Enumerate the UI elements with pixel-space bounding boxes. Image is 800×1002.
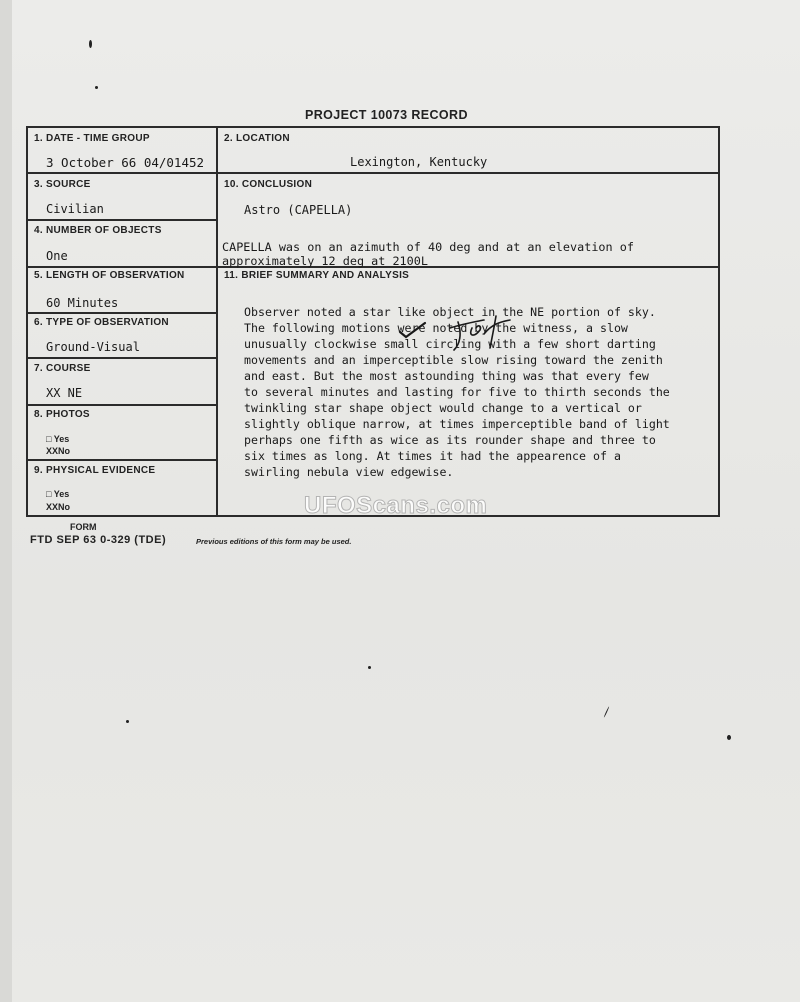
summary-line: and east. But the most astounding thing was that every few [244, 369, 649, 383]
footer-form-label: FORM [70, 522, 97, 532]
row-divider [28, 172, 718, 174]
length-of-observation-label: 5. LENGTH OF OBSERVATION [34, 270, 185, 281]
course-label: 7. COURSE [34, 363, 91, 374]
scan-speck [604, 706, 610, 717]
summary-line: Observer noted a star like object in the NE portion of sky. [244, 305, 656, 319]
row-divider [28, 404, 216, 406]
photos-no-checkbox: XXNo [46, 446, 71, 456]
summary-line: to several minutes and lasting for five to thirth seconds the [244, 385, 670, 399]
source-value: Civilian [46, 202, 104, 216]
physical-evidence-no-checkbox: XXNo [46, 502, 71, 512]
summary-line: The following motions were noted by the witness, a slow [244, 321, 628, 335]
number-of-objects-label: 4. NUMBER OF OBJECTS [34, 225, 162, 236]
summary-line: perhaps one fifth as wice as its rounder shape and three to [244, 433, 656, 447]
type-of-observation-value: Ground-Visual [46, 340, 140, 354]
conclusion-detail-line: CAPELLA was on an azimuth of 40 deg and at an elevation of [222, 240, 634, 254]
scan-speck [727, 735, 731, 740]
course-value: XX NE [46, 386, 83, 400]
location-value: Lexington, Kentucky [350, 155, 488, 169]
number-of-objects-value: One [46, 249, 68, 263]
summary-line: unusually clockwise small circling with a few short darting [244, 337, 656, 351]
date-time-group-label: 1. DATE - TIME GROUP [34, 133, 150, 144]
row-divider [28, 459, 216, 461]
summary-line: swirling nebula view edgewise. [244, 465, 454, 479]
summary-line: movements and an imperceptible slow rising toward the zenith [244, 353, 663, 367]
row-divider [28, 312, 216, 314]
row-divider [28, 357, 216, 359]
scan-speck [368, 666, 371, 669]
column-divider [216, 128, 218, 515]
checkmark-icon [398, 320, 428, 340]
summary-label: 11. BRIEF SUMMARY AND ANALYSIS [224, 270, 410, 281]
summary-line: twinkling star shape object would change to a vertical or [244, 401, 642, 415]
form-title: PROJECT 10073 RECORD [305, 108, 468, 122]
watermark: UFOScans.com [304, 492, 488, 519]
photos-label: 8. PHOTOS [34, 409, 90, 420]
date-time-group-value: 3 October 66 04/01452 [46, 155, 205, 170]
physical-evidence-yes-checkbox: □ Yes [46, 489, 70, 499]
record-form [26, 126, 720, 517]
photos-yes-checkbox: □ Yes [46, 434, 70, 444]
summary-line: six times as long. At times it had the appearence of a [244, 449, 621, 463]
location-label: 2. LOCATION [224, 133, 290, 144]
summary-line: slightly oblique narrow, at times imperceptible band of light [244, 417, 670, 431]
row-divider [28, 219, 216, 221]
type-of-observation-label: 6. TYPE OF OBSERVATION [34, 317, 169, 328]
source-label: 3. SOURCE [34, 179, 91, 190]
handwritten-initials-icon [448, 314, 518, 354]
scan-speck [95, 86, 98, 89]
scan-speck [89, 40, 92, 48]
footer-note: Previous editions of this form may be used. [196, 537, 352, 546]
footer-form-code: FTD SEP 63 0-329 (TDE) [30, 534, 167, 546]
scan-edge [0, 0, 12, 1002]
conclusion-detail-line: approximately 12 deg at 2100L [222, 254, 428, 268]
length-of-observation-value: 60 Minutes [46, 296, 119, 310]
scan-speck [126, 720, 129, 723]
conclusion-value: Astro (CAPELLA) [244, 203, 353, 217]
physical-evidence-label: 9. PHYSICAL EVIDENCE [34, 465, 156, 476]
conclusion-label: 10. CONCLUSION [224, 179, 313, 190]
